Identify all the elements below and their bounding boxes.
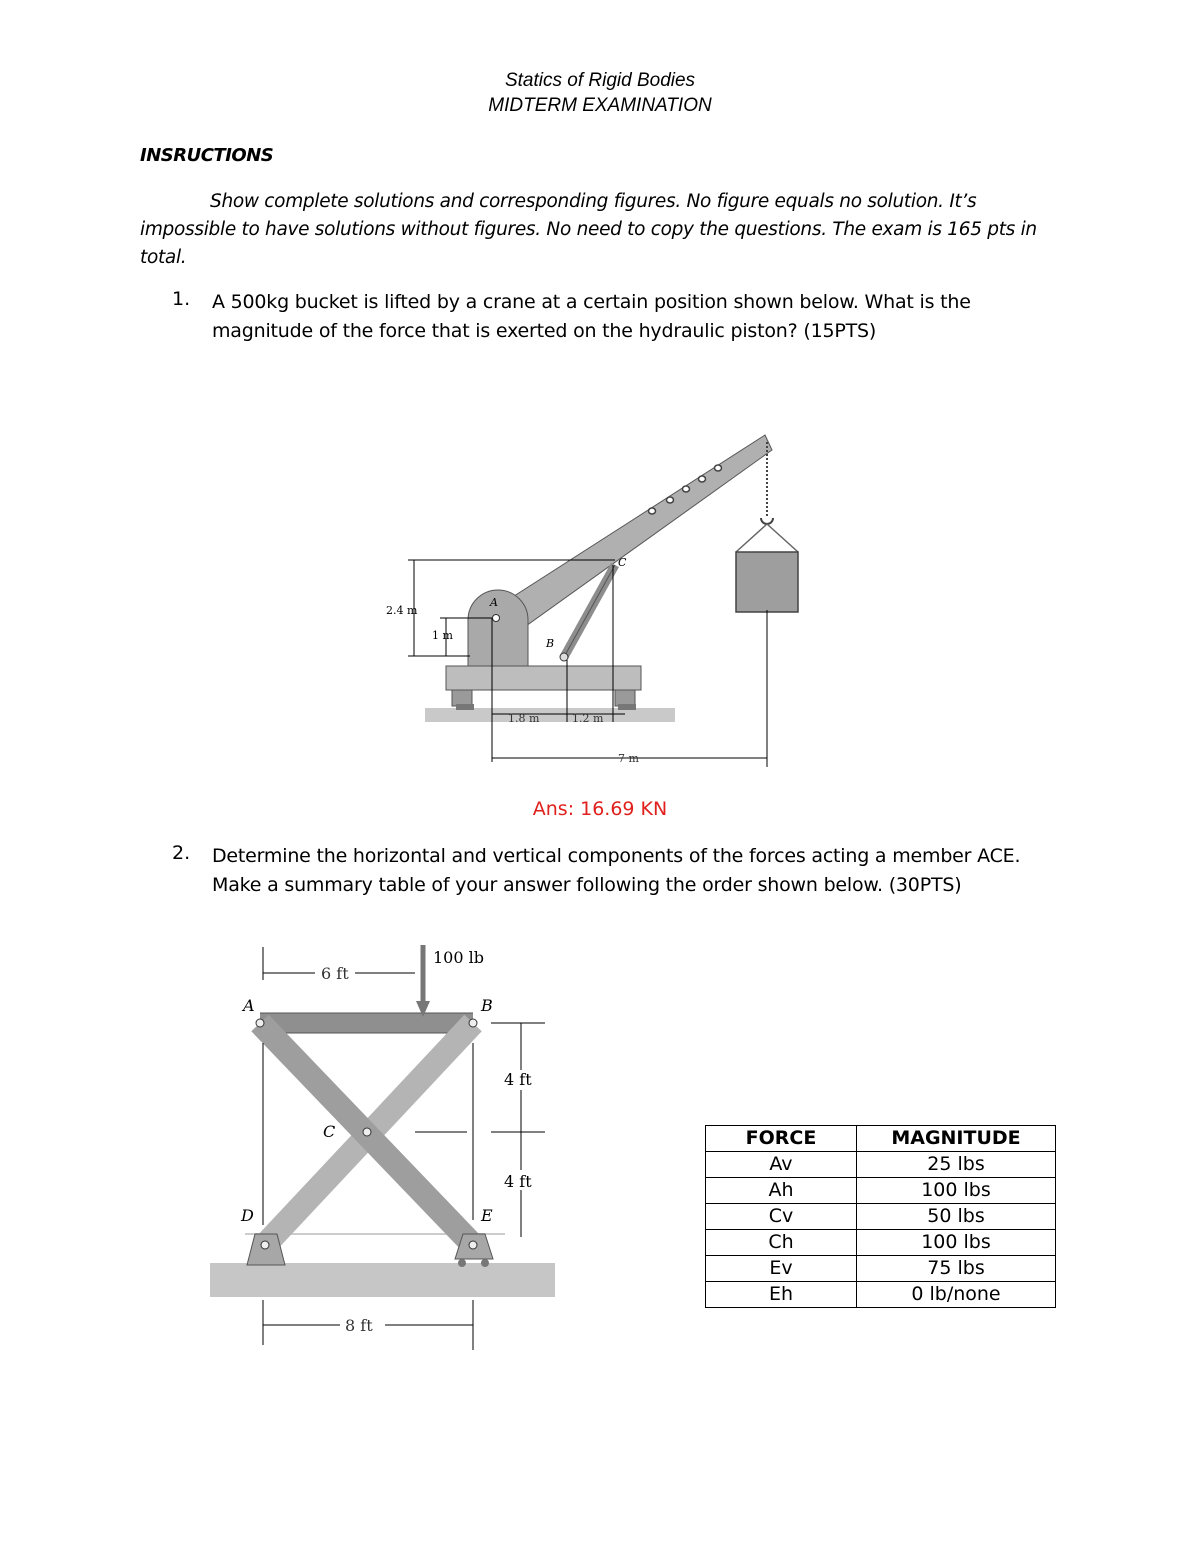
table-row [706,1256,1056,1282]
table-row [706,1230,1056,1256]
table-cell-magnitude: 75 lbs [857,1256,1056,1282]
table-row [706,1178,1056,1204]
label-load: 100 lb [433,948,484,967]
question-2-number: 2. [172,842,191,864]
instructions-text: Show complete solutions and corresponding figures. No figure equals no solution. It’s impossible to have solutions without figures. No need to copy the questions. The exam is 165 pts in total. [140,191,1037,268]
course-title: Statics of Rigid Bodies [504,70,696,91]
table-cell-force: Cv [706,1204,857,1230]
label-b: B [481,996,493,1015]
table-row [706,1282,1056,1308]
table-row [706,1152,1056,1178]
label-d: D [241,1206,254,1225]
summary-table [705,1125,1056,1308]
label-c: C [323,1122,336,1141]
table-header-force: FORCE [706,1126,857,1152]
label-1m: 1 m [432,629,453,642]
label-top-span: 6 ft [321,964,349,983]
pin-a [256,1019,264,1027]
table-cell-magnitude: 25 lbs [857,1152,1056,1178]
table-cell-force: Ev [706,1256,857,1282]
exam-title: MIDTERM EXAMINATION [488,95,712,116]
label-base-span: 8 ft [345,1316,373,1335]
label-total: 7 m [618,752,639,765]
crane-figure [380,420,800,780]
label-b: B [546,637,555,650]
label-bc: 1.2 m [572,712,604,725]
crane-pillar [468,590,528,666]
table-cell-magnitude: 100 lbs [857,1178,1056,1204]
crane-ground [425,708,675,722]
label-a: A [490,596,498,609]
table-header-magnitude: MAGNITUDE [857,1126,1056,1152]
pin-b [560,653,568,661]
label-a: A [243,996,255,1015]
label-e: E [481,1206,493,1225]
label-ab: 1.8 m [508,712,540,725]
table-cell-magnitude: 100 lbs [857,1230,1056,1256]
label-lower-h: 4 ft [504,1172,532,1191]
table-row [706,1204,1056,1230]
table-cell-magnitude: 0 lb/none [857,1282,1056,1308]
table-cell-force: Ch [706,1230,857,1256]
frame-figure [205,925,565,1365]
question-1-number: 1. [172,288,191,310]
table-header-row [706,1126,1056,1152]
question-1-text: A 500kg bucket is lifted by a crane at a certain position shown below. What is the magnitude of the force that is exerted on the hydraulic piston? (15PTS) [212,291,971,342]
label-height: 2.4 m [386,604,418,617]
question-1-answer: Ans: 16.69 KN [532,798,668,820]
table-cell-force: Av [706,1152,857,1178]
pin-a [493,615,500,622]
bucket [736,552,798,612]
table-cell-force: Eh [706,1282,857,1308]
question-2-text: Determine the horizontal and vertical components of the forces acting a member ACE. Make a summary table of your answer following the order shown below. (30PTS) [212,845,1021,896]
table-cell-magnitude: 50 lbs [857,1204,1056,1230]
pin-b [469,1019,477,1027]
instructions-heading: INSRUCTIONS [140,145,274,166]
table-cell-force: Ah [706,1178,857,1204]
frame-ground [210,1263,555,1297]
crane-base-beam [446,666,641,690]
label-c: C [618,556,627,569]
pin-c [363,1128,371,1136]
label-upper-h: 4 ft [504,1070,532,1089]
